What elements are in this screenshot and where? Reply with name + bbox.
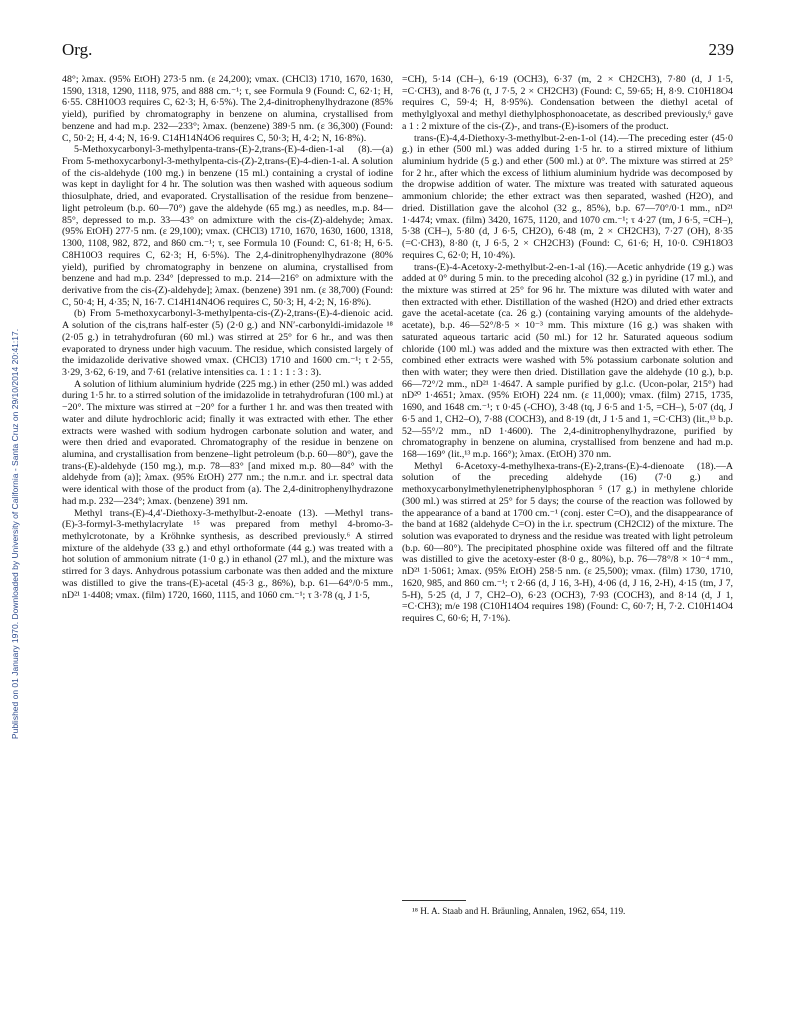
page-number: 239 <box>708 40 734 59</box>
paragraph: 5-Methoxycarbonyl-3-methylpenta-trans-(E)-2,trans-(E)-4-dien-1-al (8).—(a) From 5-methoxycarbonyl-3-methylpenta-cis-(Z)-2,trans-(E)-4-dien-1-al. A solution of the cis-aldehyde (100 mg.) in benzene (15 ml.) containing a crystal of iodine was kept in daylight for 4 hr. The solution was then washed with aqueous sodium thiosulphate, dried, and evaporated. Crystallisation of the residue from benzene–light petroleum (b.p. 60—70°) gave the aldehyde (65 mg.) as needles, m.p. 84—85°, depressed to m.p. 33—43° on admixture with the cis-(Z)-aldehyde; λmax. (95% EtOH) 277·5 nm. (ε 29,100); νmax. (CHCl3) 1710, 1670, 1630, 1600, 1318, 1300, 1108, 982, 872, and 860 cm.⁻¹; τ, see Formula 10 (Found: C, 61·8; H, 6·5. C8H10O3 requires C, 62·3; H, 6·5%). The 2,4-dinitrophenylhydrazone (80% yield), purified by chromatography in benzene on alumina, crystallised from benzene and had m.p. 234° [depressed to m.p. 214—216° on admixture with the derivative from the cis-(Z)-aldehyde]; λmax. (benzene) 391 nm. (ε 38,700) (Found: C, 50·4; H, 4·35; N, 16·7. C14H14N4O6 requires C, 50·3; H, 4·2; N, 16·8%). <box>62 144 393 308</box>
footnote: ¹⁸ H. A. Staab and H. Bräunling, Annalen, 1962, 654, 119. <box>412 906 626 916</box>
paragraph: trans-(E)-4-Acetoxy-2-methylbut-2-en-1-al (16).—Acetic anhydride (19 g.) was added at 0° during 5 min. to the preceding alcohol (32 g.) in pyridine (17 ml.), and the mixture was stirred at 25° for 96 hr. The mixture was diluted with water and then extracted with ether. Distillation of the washed (H2O) and dried ether extracts gave the acetal-acetate (ca. 26 g.) (containing varying amounts of the aldehyde-acetate), b.p. 46—52°/8·5 × 10⁻³ mm. This mixture (16 g.) was shaken with saturated aqueous tartaric acid (50 ml.) for 12 hr. Saturated aqueous sodium chloride (100 ml.) was added and the mixture was then extracted with ether. The combined ether extracts were washed with 5% potassium carbonate solution and then with water; they were then dried. Distillation gave the aldehyde (10 g.), b.p. 66—72°/2 mm., nD²¹ 1·4647. A sample purified by g.l.c. (Ucon-polar, 215°) had nD²⁰ 1·4651; λmax. (95% EtOH) 224 nm. (ε 11,000); νmax. (film) 2715, 1735, 1690, and 1648 cm.⁻¹; τ 0·45 (-CHO), 3·48 (tq, J 6·5 and 1·5, =CH–), 5·07 (dq, J 6·5 and 1, CH2–O), 7·88 (COCH3), and 8·19 (dt, J 1·5 and 1, =C·CH3) (lit.,¹³ b.p. 52—55°/2 mm., nD 1·4600). The 2,4-dinitrophenylhydrazone, purified by chromatography in benzene on alumina, crystallised from benzene and had m.p. 168—169° (lit.,¹³ m.p. 166°); λmax. (EtOH) 370 nm. <box>402 261 733 460</box>
left-column <box>62 74 393 601</box>
paragraph: A solution of lithium aluminium hydride (225 mg.) in ether (250 ml.) was added during 1·5 hr. to a stirred solution of the imidazolide in tetrahydrofuran (100 ml.) at −20°. The mixture was stirred at −20° for a further 1 hr. and was then treated with water and dilute hydrochloric acid; finally it was extracted with ether. The ether extracts were washed with sodium hydrogen carbonate solution and water, and were then dried and evaporated. Chromatography of the residue in benzene on alumina, and crystallisation from benzene–light petroleum (b.p. 60—80°), gave the trans-(E)-aldehyde (150 mg.), m.p. 78—83° [and mixed m.p. 80—84° with the aldehyde from (a)]; λmax. (95% EtOH) 277 nm.; the n.m.r. and i.r. spectral data were identical with those of the product from (a). The 2,4-dinitrophenylhydrazone had m.p. 232—234°; λmax. (benzene) 391 nm. <box>62 378 393 507</box>
paragraph: trans-(E)-4,4-Diethoxy-3-methylbut-2-en-1-ol (14).—The preceding ester (45·0 g.) in ether (500 ml.) was added during 1·5 hr. to a stirred mixture of lithium aluminium hydride (5 g.) and ether (500 ml.) at 0°. The mixture was stirred at 25° for 2 hr., after which the excess of lithium aluminium hydride was decomposed by the dropwise addition of water. The mixture was treated with saturated aqueous ammonium chloride; the ether extract was then separated, washed (H2O), and dried. Distillation gave the alcohol (32 g., 85%), b.p. 67—70°/0·1 mm., nD²¹ 1·4474; νmax. (film) 3420, 1675, 1120, and 1070 cm.⁻¹; τ 4·27 (tm, J 6·5, =CH–), 5·38 (CH–), 5·80 (d, J 6·5, CH2O), 6·48 (m, 2 × CH2CH3), 7·27 (OH), 8·35 (=C·CH3), 8·80 (t, J 6·5, 2 × CH2CH3) (Found: C, 61·6; H, 10·0. C9H18O3 requires C, 62·0; H, 10·4%). <box>402 132 733 261</box>
footnote-divider <box>402 900 466 901</box>
paragraph: (b) From 5-methoxycarbonyl-3-methylpenta-cis-(Z)-2,trans-(E)-4-dienoic acid. A solution of the cis,trans half-ester (5) (2·0 g.) and NN′-carbonyldi-imidazole ¹⁸ (2·05 g.) in tetrahydrofuran (60 ml.) was stirred at 25° for 6 hr., and was then evaporated to dryness under high vacuum. The residue, which consisted largely of the imidazolide derivative showed νmax. (CHCl3) 1710 and 1600 cm.⁻¹; τ 2·55, 3·29, 3·62, 6·19, and 7·61 (relative intensities ca. 1 : 1 : 1 : 3 : 3). <box>62 308 393 378</box>
journal-header: Org. <box>62 40 93 59</box>
paragraph: Methyl trans-(E)-4,4′-Diethoxy-3-methylbut-2-enoate (13). —Methyl trans-(E)-3-formyl-3-methylacrylate ¹⁵ was prepared from methyl 4-bromo-3-methylcrotonate, by a Kröhnke synthesis, as described previously.⁶ A stirred mixture of the aldehyde (33 g.) and ethyl orthoformate (44 g.) was treated with a hot solution of ammonium nitrate (1·0 g.) in ethanol (27 ml.), and the mixture was stirred for 3 days. Anhydrous potassium carbonate was then added and the mixture was distilled to give the trans-(E)-acetal (45·3 g., 86%), b.p. 61—64°/0·5 mm., nD²¹ 1·4408; νmax. (film) 1720, 1660, 1115, and 1060 cm.⁻¹; τ 3·78 (q, J 1·5, <box>62 507 393 601</box>
paragraph: 48°; λmax. (95% EtOH) 273·5 nm. (ε 24,200); νmax. (CHCl3) 1710, 1670, 1630, 1590, 1318, 1290, 1118, 975, and 888 cm.⁻¹; τ, see Formula 9 (Found: C, 62·1; H, 6·55. C8H10O3 requires C, 62·3; H, 6·5%). The 2,4-dinitrophenylhydrazone (85% yield), purified by chromatography in benzene on alumina, crystallised from benzene and had m.p. 232—233°; λmax. (benzene) 389·5 nm. (ε 36,300) (Found: C, 50·2; H, 4·4; N, 16·9. C14H14N4O6 requires C, 50·3; H, 4·2; N, 16·8%). <box>62 74 393 144</box>
right-column <box>402 74 733 625</box>
download-notice-text[interactable]: Published on 01 January 1970. Downloaded by University of California - Santa Cruz on 29/10/2014 20:41:17. <box>10 328 20 740</box>
paragraph: Methyl 6-Acetoxy-4-methylhexa-trans-(E)-2,trans-(E)-4-dienoate (18).—A solution of the preceding aldehyde (16) (7·0 g.) and methoxycarbonylmethylenetriphenylphosphoran ⁵ (17 g.) in methylene chloride (300 ml.) was stirred at 25° for 5 days; the course of the reaction was followed by the appearance of a band at 1700 cm.⁻¹ (conj. ester C=O), and the disappearance of the band at 1682 (aldehyde C=O) in the i.r. spectrum (CH2Cl2) of the mixture. The solution was evaporated to dryness and the residue was treated with light petroleum (b.p. 60—80°). The precipitated phosphine oxide was filtered off and the filtrate was distilled to give the acetoxy-ester (8·0 g., 80%), b.p. 76—78°/8 × 10⁻⁴ mm., nD²¹ 1·5061; λmax. (95% EtOH) 258·5 nm. (ε 25,500); νmax. (film) 1730, 1710, 1620, 985, and 860 cm.⁻¹; τ 2·66 (d, J 16, 3-H), 4·06 (d, J 16, 2-H), 4·15 (tm, J 7, 5-H), 5·25 (d, J 7, CH2–O), 6·23 (OCH3), 7·93 (COCH3), and 8·14 (d, J 1, =C·CH3); m/e 198 (C10H14O4 requires 198) (Found: C, 60·7; H, 7·2. C10H14O4 requires C, 60·6; H, 7·1%). <box>402 460 733 625</box>
download-notice <box>8 60 22 1008</box>
paragraph: =CH), 5·14 (CH–), 6·19 (OCH3), 6·37 (m, 2 × CH2CH3), 7·80 (d, J 1·5, =C·CH3), and 8·76 (t, J 7·5, 2 × CH2CH3) (Found: C, 59·65; H, 8·9. C10H18O4 requires C, 59·4; H, 8·95%). Condensation between the diethyl acetal of methylglyoxal and methyl diethylphosphonoacetate, as described previously,⁶ gave a 1 : 2 mixture of the cis-(Z)-, and trans-(E)-isomers of the product. <box>402 74 733 132</box>
